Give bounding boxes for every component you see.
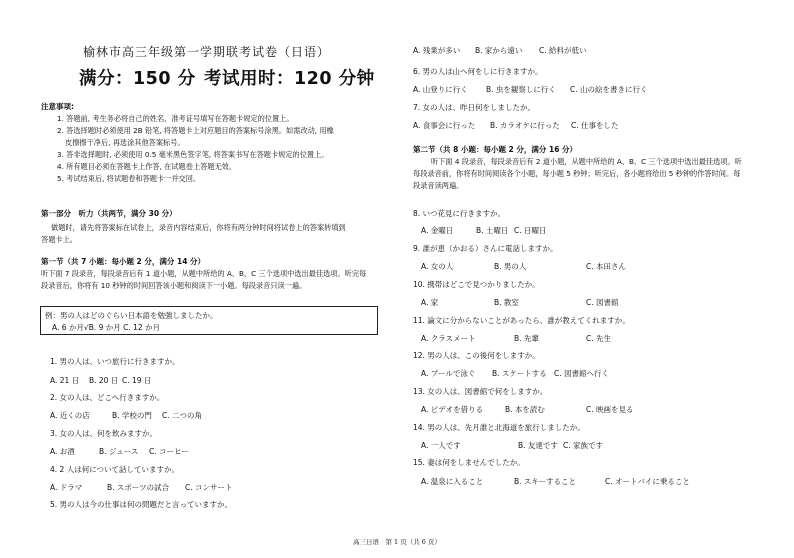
- question-15: 15. 妻は何をしませんでしたか。: [413, 458, 525, 467]
- option: A. プールで泳ぐ: [421, 369, 476, 378]
- option: B. 教室: [494, 298, 519, 307]
- section2-desc: 段录音读两遍。: [413, 181, 464, 190]
- score-line: 满分：150 分: [79, 69, 196, 89]
- section2-heading: 第二节（共 8 小题：每小题 2 分，满分 16 分）: [413, 145, 578, 154]
- time-line: 考试用时：120 分钟: [204, 69, 375, 89]
- option: B. 土曜日: [476, 226, 509, 235]
- option: B. 家から遠い: [475, 46, 523, 55]
- note-item: 1. 答题前, 考生务必将自己的姓名、准考证号填写在答题卡规定的位置上。: [57, 114, 294, 123]
- option: C. コンサート: [185, 483, 233, 492]
- option: C. 二つの角: [162, 411, 203, 420]
- question-4: 4. 2 人は何について話していますか。: [50, 465, 180, 474]
- section1-desc: 段录音后，你将有 10 秒钟的时间回答该小题和阅读下一小题。每段录音只读一遍。: [41, 281, 307, 290]
- option: B. 先輩: [514, 334, 539, 343]
- question-13: 13. 女の人は、図書館で何をしますか。: [413, 387, 548, 396]
- option: C. 図書館へ行く: [554, 369, 610, 378]
- page-footer: 高三日语 第 1 页（共 6 页）: [352, 538, 442, 546]
- option: A. 温泉に入ること: [421, 477, 484, 486]
- option: A. お酒: [50, 447, 75, 456]
- option: B. 虫を観察しに行く: [486, 85, 556, 94]
- section2-desc: 听下面 4 段录音，每段录音后有 2 道小题，从题中所给的 A、B、C 三个选项中选出最佳选项。听: [431, 157, 742, 166]
- option: B. 20 日: [89, 376, 119, 385]
- exam-title: 榆林市高三年级第一学期联考试卷（日语）: [83, 45, 331, 59]
- question-1: 1. 男の人は、いつ旅行に行きますか。: [50, 357, 180, 366]
- question-7: 7. 女の人は、昨日何をしましたか。: [413, 103, 536, 112]
- option: C. 19 日: [122, 376, 152, 385]
- example-box: [40, 306, 378, 335]
- option: B. スポーツの試合: [107, 483, 170, 492]
- note-item: 3. 答非选择题时, 必须使用 0.5 毫米黑色签字笔, 将答案书写在答题卡规定的位置上。: [57, 150, 329, 159]
- option: C. 図書館: [586, 298, 619, 307]
- option: A. 家: [421, 298, 439, 307]
- question-9: 9. 誰が恵（かおる）さんに電話しますか。: [413, 244, 558, 253]
- option: C. 先生: [586, 334, 612, 343]
- option: C. 仕事をした: [571, 121, 619, 130]
- option: C. コーヒー: [149, 447, 189, 456]
- option: A. 女の人: [421, 262, 454, 271]
- question-12: 12. 男の人は、この後何をしますか。: [413, 351, 540, 360]
- note-item: 4. 所有题目必须在答题卡上作答, 在试题卷上答题无效。: [57, 162, 237, 171]
- question-11: 11. 論文に分からないことがあったら、誰が教えてくれますか。: [413, 316, 630, 325]
- note-item: 2. 答选择题时必须使用 2B 铅笔, 将答题卡上对应题目的答案标号涂黑。如需改动, 用橡: [57, 126, 334, 135]
- note-item: 皮擦擦干净后, 再选涂其他答案标号。: [65, 138, 185, 147]
- note-item: 5. 考试结束后, 将试题卷和答题卡一并交回。: [57, 174, 201, 183]
- option: A. 山登りに行く: [413, 85, 468, 94]
- option: C. オートバイに乗ること: [605, 477, 690, 486]
- option: B. 男の人: [494, 262, 527, 271]
- option: A. 一人です: [421, 441, 461, 450]
- question-3: 3. 女の人は、何を飲みますか。: [50, 429, 158, 438]
- example-question: 例：男の人はどのぐらい日本語を勉強しましたか。: [45, 311, 218, 320]
- option: B. カラオケに行った: [490, 121, 560, 130]
- option: A. ドラマ: [50, 483, 83, 492]
- option: B. ジュース: [99, 447, 139, 456]
- option: A. 残業が多い: [413, 46, 461, 55]
- option: B. スケートする: [492, 369, 547, 378]
- option: A. 食事会に行った: [413, 121, 476, 130]
- example-options: A. 6 か月√B. 9 か月 C. 12 か月: [52, 323, 161, 332]
- question-6: 6. 男の人は山へ何をしに行きますか。: [413, 67, 543, 76]
- part1-heading: 第一部分 听力（共两节，满分 30 分）: [41, 209, 177, 218]
- question-5: 5. 男の人は今の仕事は何の問題だと言っていますか。: [50, 500, 233, 509]
- option: C. 日曜日: [514, 226, 547, 235]
- option: C. 本田さん: [586, 262, 627, 271]
- option: B. スキーすること: [514, 477, 577, 486]
- question-8: 8. いつ花見に行きますか。: [413, 209, 506, 218]
- option: C. 映画を見る: [586, 405, 634, 414]
- option: B. 本を読む: [505, 405, 545, 414]
- option: C. 山の絵を書きに行く: [570, 85, 648, 94]
- question-10: 10. 携帯はどこで見つかりましたか。: [413, 280, 540, 289]
- part1-desc: 答题卡上。: [41, 235, 77, 244]
- section1-desc: 听下面 7 段录音，每段录音后有 1 道小题，从题中所给的 A、B、C 三个选项中选出最佳选项。听完每: [41, 269, 367, 278]
- option: C. 給料が低い: [539, 46, 587, 55]
- option: B. 友達です: [518, 441, 558, 450]
- option: A. 近くの店: [50, 411, 90, 420]
- option: C. 家族です: [563, 441, 604, 450]
- option: A. ビデオを借りる: [421, 405, 484, 414]
- option: A. クラスメート: [421, 334, 476, 343]
- notes-heading: 注意事项:: [41, 102, 74, 111]
- section2-desc: 每段录音前，你将有时间阅读各个小题，每小题 5 秒钟；听完后，各小题将给出 5 秒钟的作答时间。每: [413, 169, 741, 178]
- part1-desc: 做题时，请先将答案标在试卷上，录音内容结束后，你将有两分钟时间将试卷上的答案转填到: [51, 223, 346, 232]
- option: A. 21 日: [50, 376, 80, 385]
- option: B. 学校の門: [112, 411, 152, 420]
- question-14: 14. 男の人は、先月誰と北海道を旅行しましたか。: [413, 423, 585, 432]
- question-2: 2. 女の人は、どこへ行きますか。: [50, 393, 165, 402]
- option: A. 金曜日: [421, 226, 454, 235]
- section1-heading: 第一节（共 7 小题：每小题 2 分，满分 14 分）: [41, 257, 206, 266]
